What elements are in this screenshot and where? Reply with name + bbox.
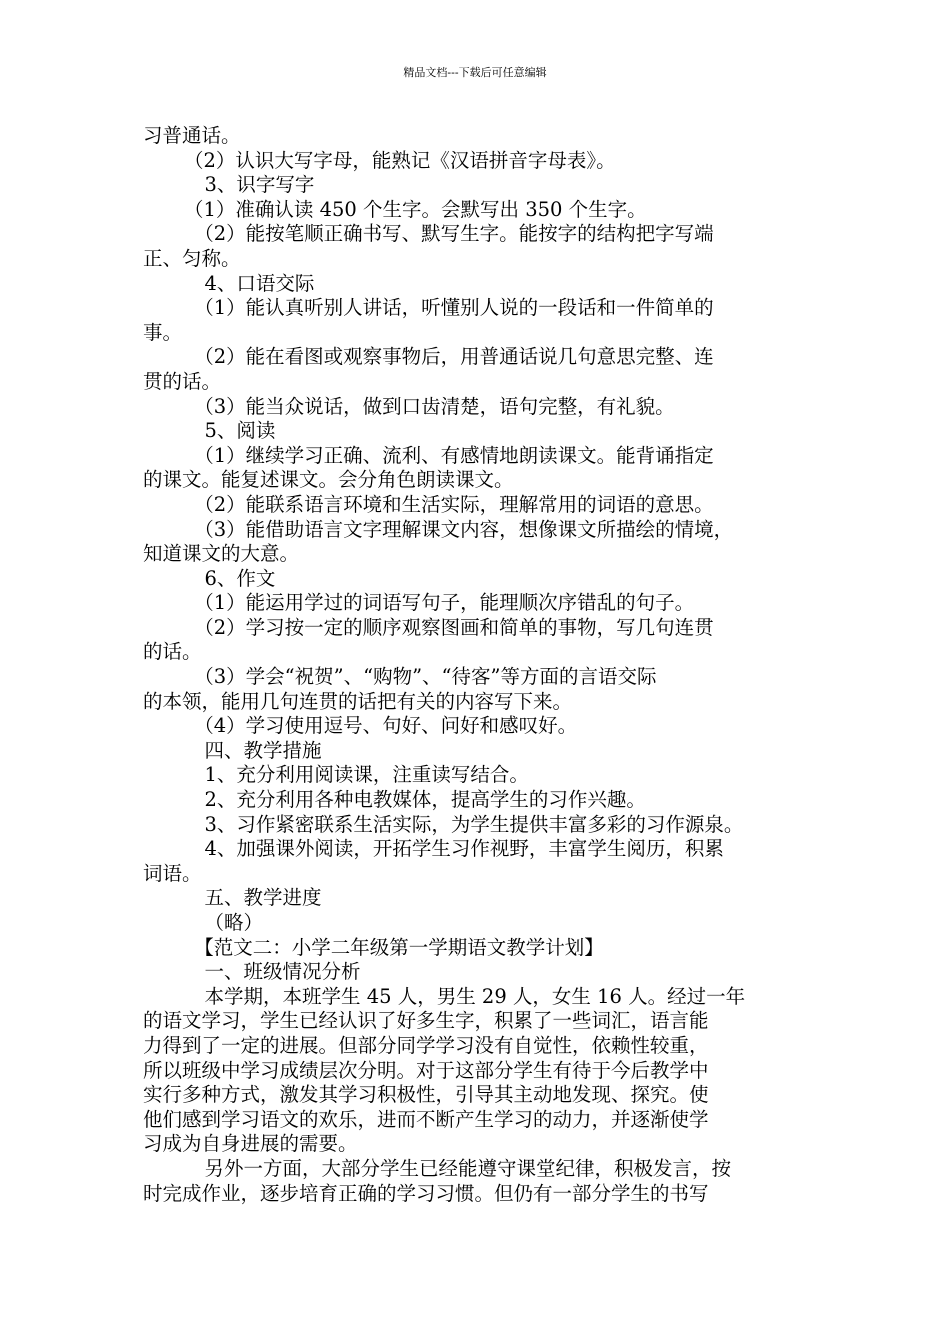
text-line: 6、作文: [204, 566, 276, 590]
text-line: 【范文二：小学二年级第一学期语文教学计划】: [194, 935, 604, 959]
text-line: （2）能在看图或观察事物后，用普通话说几句意思完整、连: [194, 345, 714, 369]
text-line: 的课文。能复述课文。会分角色朗读课文。: [143, 468, 514, 492]
text-line: 四、教学措施: [204, 738, 322, 762]
text-line: 贯的话。: [143, 369, 222, 393]
text-line: （1）继续学习正确、流利、有感情地朗读课文。能背诵指定: [194, 443, 714, 467]
text-line: 时完成作业，逐步培育正确的学习习惯。但仍有一部分学生的书写: [143, 1181, 709, 1205]
text-line: 力得到了一定的进展。但部分同学学习没有自觉性，依赖性较重，: [143, 1033, 709, 1057]
text-line: 习成为自身进展的需要。: [143, 1132, 358, 1156]
text-line: 一、班级情况分析: [204, 960, 361, 984]
text-line: （3）学会“祝贺”、“购物”、“待客”等方面的言语交际: [194, 665, 657, 689]
text-line: 另外一方面，大部分学生已经能遵守课堂纪律，积极发言，按: [204, 1156, 732, 1180]
text-line: 3、习作紧密联系生活实际，为学生提供丰富多彩的习作源泉。: [204, 812, 744, 836]
text-line: （1）能认真听别人讲话，听懂别人说的一段话和一件简单的: [194, 296, 714, 320]
text-line: 1、充分利用阅读课，注重读写结合。: [204, 763, 529, 787]
text-line: （4）学习使用逗号、句好、问好和感叹好。: [194, 714, 578, 738]
text-line: （1）准确认读 450 个生字。会默写出 350 个生字。: [184, 197, 647, 221]
text-line: 本学期，本班学生 45 人，男生 29 人，女生 16 人。经过一年: [204, 984, 746, 1008]
text-line: 事。: [143, 320, 183, 344]
text-line: （3）能当众说话，做到口齿清楚，语句完整，有礼貌。: [194, 394, 675, 418]
text-line: 他们感到学习语文的欢乐，进而不断产生学习的动力，并逐渐使学: [143, 1107, 709, 1131]
text-line: 的本领，能用几句连贯的话把有关的内容写下来。: [143, 689, 573, 713]
document-body: [143, 124, 819, 1206]
text-line: （2）学习按一定的顺序观察图画和简单的事物，写几句连贯: [194, 615, 714, 639]
text-line: （略）: [204, 911, 264, 934]
text-line: （2）认识大写字母，能熟记《汉语拼音字母表》。: [184, 148, 616, 172]
page-header: 精品文档---下载后可任意编辑: [403, 66, 547, 79]
text-line: 的语文学习，学生已经认识了好多生字，积累了一些词汇，语言能: [143, 1009, 709, 1033]
text-line: 2、充分利用各种电教媒体，提高学生的习作兴趣。: [204, 788, 646, 812]
text-line: （1）能运用学过的词语写句子，能理顺次序错乱的句子。: [194, 591, 695, 615]
text-line: （2）能按笔顺正确书写、默写生字。能按字的结构把字写端: [194, 222, 714, 246]
text-line: 词语。: [143, 861, 202, 885]
text-line: 4、口语交际: [204, 271, 315, 295]
text-line: 实行多种方式，激发其学习积极性，引导其主动地发现、探究。使: [143, 1083, 709, 1107]
text-line: 习普通话。: [143, 124, 241, 147]
text-line: 知道课文的大意。: [143, 542, 300, 566]
text-line: 3、识字写字: [204, 173, 315, 197]
text-line: 的话。: [143, 640, 202, 664]
text-line: 4、加强课外阅读，开拓学生习作视野，丰富学生阅历，积累: [204, 837, 724, 861]
text-line: 正、匀称。: [143, 246, 241, 270]
text-line: 5、阅读: [204, 419, 276, 443]
text-line: （3）能借助语言文字理解课文内容，想像课文所描绘的情境，: [194, 517, 734, 541]
text-line: （2）能联系语言环境和生活实际，理解常用的词语的意思。: [194, 492, 714, 516]
text-line: 所以班级中学习成绩层次分明。对于这部分学生有待于今后教学中: [143, 1058, 709, 1082]
text-line: 五、教学进度: [204, 886, 322, 910]
